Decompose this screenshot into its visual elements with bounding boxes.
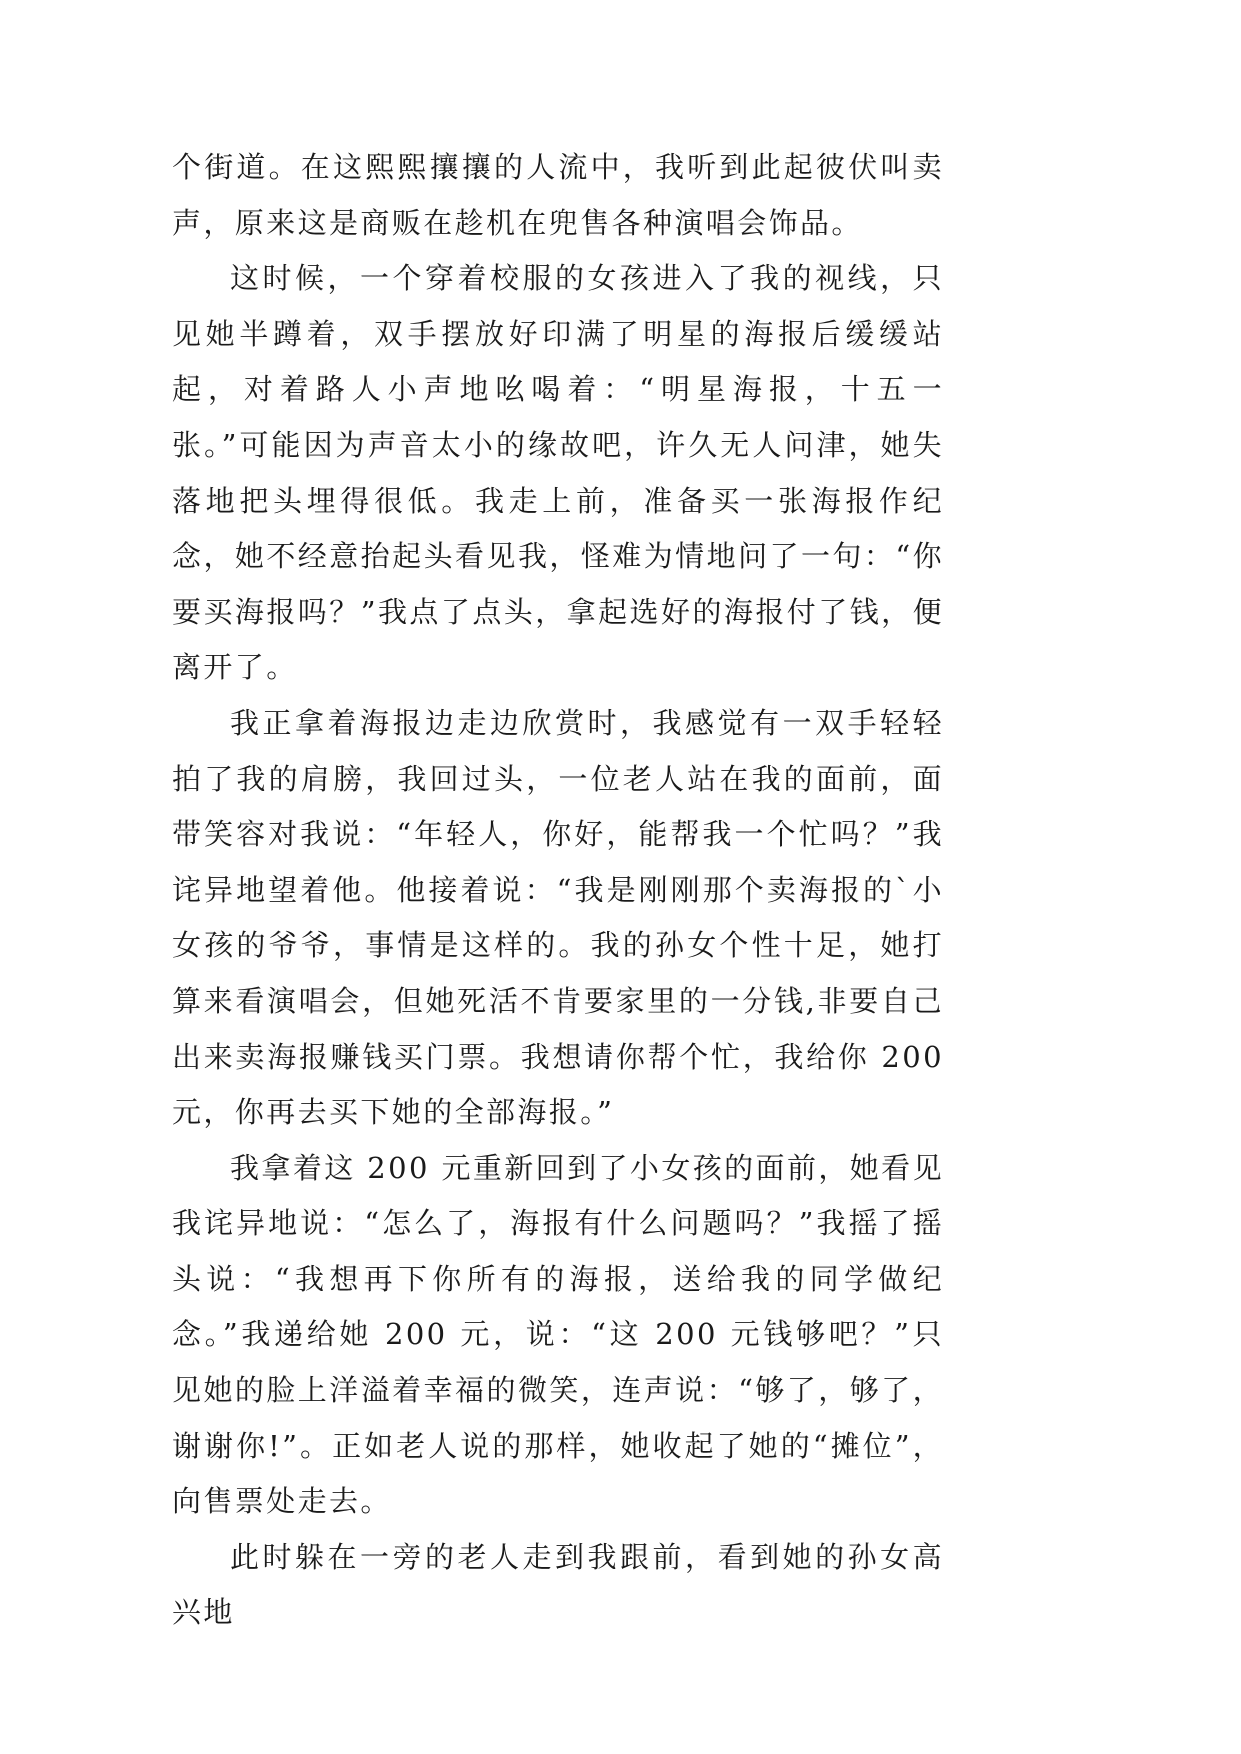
paragraph-3: 我正拿着海报边走边欣赏时，我感觉有一双手轻轻拍了我的肩膀，我回过头，一位老人站在我的面前，面带笑容对我说：“年轻人，你好，能帮我一个忙吗？”我诧异地望着他。他接着说：“我是刚刚那个卖海报的`小女孩的爷爷，事情是这样的。我的孙女个性十足，她打算来看演唱会，但她死活不肯要家里的一分钱,非要自己出来卖海报赚钱买门票。我想请你帮个忙，我给你 200 元，你再去买下她的全部海报。” [172, 705, 944, 1130]
paragraph-2: 这时候，一个穿着校服的女孩进入了我的视线，只见她半蹲着，双手摆放好印满了明星的海报后缓缓站起，对着路人小声地吆喝着：“明星海报，十五一张。”可能因为声音太小的缘故吧，许久无人问津，她失落地把头埋得很低。我走上前，准备买一张海报作纪念，她不经意抬起头看见我，怪难为情地问了一句：“你要买海报吗？”我点了点头，拿起选好的海报付了钱，便离开了。 [172, 261, 944, 685]
paragraph-4: 我拿着这 200 元重新回到了小女孩的面前，她看见我诧异地说：“怎么了，海报有什么问题吗？”我摇了摇头说：“我想再下你所有的海报，送给我的同学做纪念。”我递给她 200 元，说：“这 200 元钱够吧？”只见她的脸上洋溢着幸福的微笑，连声说：“够了，够了，谢谢你!”。正如老人说的那样，她收起了她的“摊位”，向售票处走去。 [172, 1150, 944, 1519]
document-body [172, 140, 944, 1641]
paragraph-1: 个街道。在这熙熙攘攘的人流中，我听到此起彼伏叫卖声，原来这是商贩在趁机在兜售各种演唱会饰品。 [172, 150, 944, 240]
paragraph-5: 此时躲在一旁的老人走到我跟前，看到她的孙女高兴地 [172, 1539, 944, 1630]
